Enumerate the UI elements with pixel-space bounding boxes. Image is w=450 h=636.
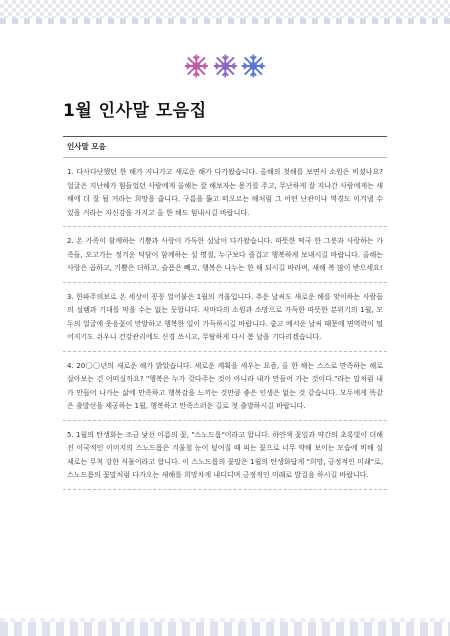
top-pattern-band [0,0,450,18]
top-pattern-stripe [0,18,450,24]
section-header: 인사말 모음 [63,136,387,158]
greeting-paragraph-1: 1. 다사다난했던 한 해가 지나가고 새로운 해가 다가왔습니다. 올해의 첫해를 보면서 소원은 비셨나요? 얼굴은 지난해가 힘들었던 사람에게 올해는 잘 해보자는 용기를 주고, 무난하게 잘 지나간 사람에게는 새해에 더 잘 될 거라는 희망을 줍니다. 구름을 뚫고 떠오르는 해처럼 그 어떤 난관이나 역경도 이겨낼 수 있을 거라는 자신감을 가지고 올 한 해도 힘내시길 바랍니다. [63,158,387,227]
bottom-pattern-band [0,622,450,636]
greetings-section [63,136,387,490]
snowflake-ornament [183,52,267,82]
snowflake-icon [240,52,267,80]
greeting-paragraph-2: 2. 온 가족이 함께하는 기쁨과 사랑이 가득한 설날이 다가왔습니다. 따뜻한 떡국 한 그릇과 사랑하는 가족들, 오고가는 정겨운 덕담이 함께하는 설 명절, 누구보다 즐겁고 행복하게 보내시길 바랍니다. 올해는 사랑은 곱하고, 기쁨은 더하고, 슬픔은 빼고, 행복은 나누는 한 해 되시길 바라며, 새해 복 많이 받으세요! [63,227,387,283]
greeting-paragraph-3: 3. 한파주의보로 온 세상이 꽁꽁 얼어붙은 1월의 겨울입니다. 추운 날씨도 새로운 해를 맞이하는 사람들의 설렘과 기대를 막을 수는 없는 듯합니다. 저마다의 소원과 소망으로 가득한 따뜻한 분위기의 1월, 모두의 얼굴에 웃음꽃이 만발하고 행복한 일이 가득하시길 바랍니다. 춥고 메서운 날씨 때문에 면역력이 떨어지기도 쉬우니 건강관리에도 신경 쓰시고, 무탈하게 다시 봄 날을 기다리겠습니다. [63,283,387,352]
snowflake-icon [212,52,239,80]
greeting-paragraph-4: 4. 20〇〇년의 새로운 해가 밝았습니다. 새로운 계획을 세우는 요즘, 올 한 해는 스스로 만족하는 해로 살아보는 건 어떠실까요? "행복은 누가 갖다주는 것이 아니라 내가 만들어 가는 것이다."라는 말처럼 내가 만들어 나가는 삶에 만족하고 행복감을 느끼는 것만큼 좋은 인생은 없는 것 같습니다. 모두에게 똑같은 출발선을 제공하는 1월, 행복하고 만족스러운 길로 첫 출발하시길 바랍니다. [63,352,387,421]
snowflake-icon [183,52,210,80]
page-title: 1월 인사말 모음집 [63,101,207,121]
greeting-paragraph-5: 5. 1월의 탄생화는 조금 낯선 이름의 꽃, "스노드롭"이라고 합니다. 하얀색 꽃잎과 약간의 초록빛이 더해진 이국적인 이미지의 스노드롭은 겨울철 눈이 덮여질 때 피는 꽃으로 너무 약해 보이는 모습에 비해 실제로는 무척 강한 식물이라고 합니다. 이 스노드롭의 꽃말은 1월의 탄생화답게 "희망, 긍정적인 미래"로, 스노드롭의 꽃말처럼 다가오는 새해를 희망차게 내디디며 긍정적인 미래로 발걸음 하시길 바랍니다. [63,421,387,490]
